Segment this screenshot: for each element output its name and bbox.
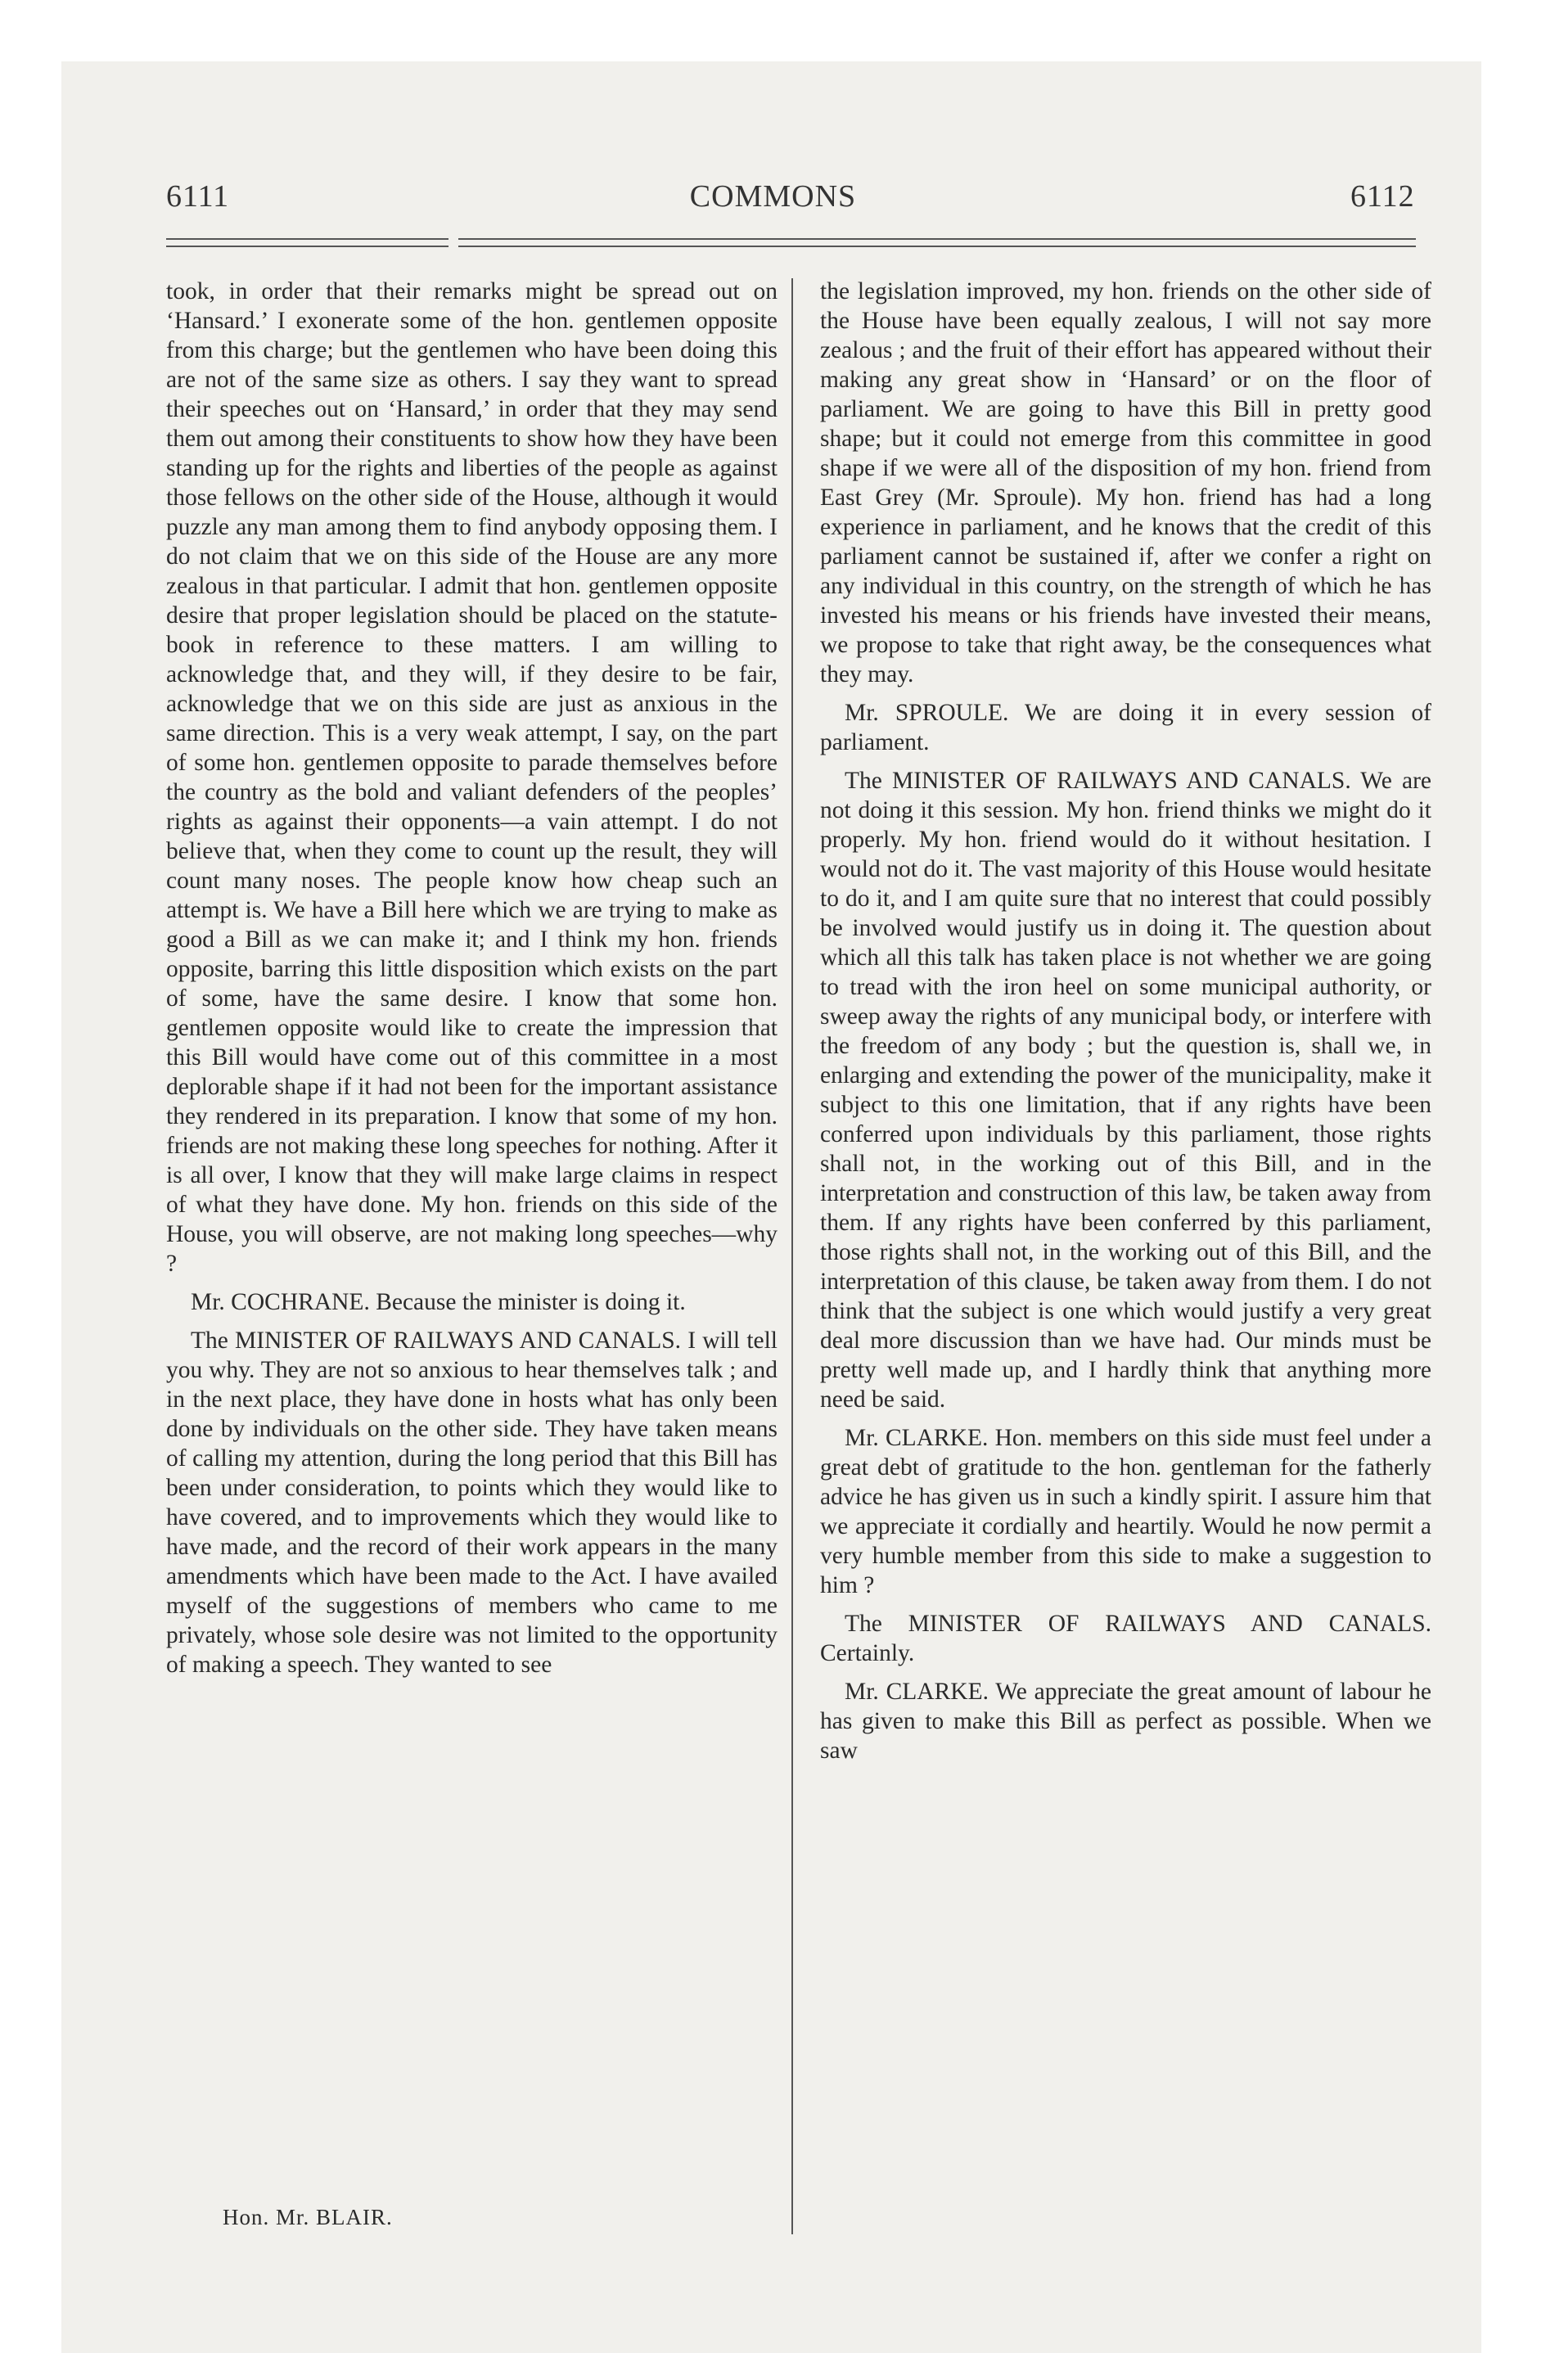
paragraph: Mr. CLARKE. Hon. members on this side must feel under a great debt of gratitude to the hon. gentleman for the fatherly advice he has given us in such a kindly spirit. I assure him that we appreciate it cordially and heartily. Would he now permit a very humble member from this side to make a suggestion to him ? — [820, 1425, 1431, 1598]
header-rule-right-top — [458, 238, 1416, 240]
right-column — [820, 277, 1431, 1774]
paragraph: Mr. CLARKE. We appreciate the great amount of labour he has given to make this Bill as perfect as possible. When we saw — [820, 1679, 1431, 1764]
paragraph: Mr. SPROULE. We are doing it in every session of parliament. — [820, 700, 1431, 755]
paragraph: The MINISTER OF RAILWAYS AND CANALS. Certainly. — [820, 1611, 1431, 1666]
column-divider — [791, 278, 793, 2234]
paragraph: Mr. COCHRANE. Because the minister is doing it. — [191, 1289, 686, 1315]
left-column — [166, 277, 778, 1688]
paragraph: took, in order that their remarks might be spread out on ‘Hansard.’ I exonerate some of the hon. gentlemen opposite from this charge; but the gentlemen who have been doing this are not of the same size as others. I say they want to spread their speeches out on ‘Hansard,’ in order that they may send them out among their constituents to show how they have been standing up for the rights and liberties of the people as against those fellows on the other side of the House, although it would puzzle any man among them to find anybody opposing them. I do not claim that we on this side of the House are any more zealous in that particular. I admit that hon. gentlemen opposite desire that proper legislation should be placed on the statute-book in reference to these matters. I am willing to acknowledge that, and they will, if they desire to be fair, acknowledge that we on this side are just as anxious in the same direction. This is a very weak attempt, I say, on the part of some hon. gentlemen opposite to parade themselves before the country as the bold and valiant defenders of the peoples’ rights as against their opponents—a vain attempt. I do not believe that, when they come to count up the result, they will count many noses. The people know how cheap such an attempt is. We have a Bill here which we are trying to make as good a Bill as we can make it; and I think my hon. friends opposite, barring this little disposition which exists on the part of some, have the same desire. I know that some hon. gentlemen opposite would like to create the impression that this Bill would have come out of this committee in a most deplorable shape if it had not been for the important assistance they rendered in its preparation. I know that some of my hon. friends are not making these long speeches for nothing. After it is all over, I know that they will make large claims in respect of what they have done. My hon. friends on this side of the House, you will observe, are not making long speeches—why ? — [166, 278, 778, 1277]
paragraph: the legislation improved, my hon. friends on the other side of the House have been equally zealous, I will not say more zealous ; and the fruit of their effort has appeared without their making any great show in ‘Hansard’ or on the floor of parliament. We are going to have this Bill in pretty good shape; but it could not emerge from this committee in good shape if we were all of the disposition of my hon. friend from East Grey (Mr. Sproule). My hon. friend has had a long experience in parliament, and he knows that the credit of this parliament cannot be sustained if, after we confer a right on any individual in this country, on the strength of which he has invested his means or his friends have invested their means, we propose to take that right away, be the consequences what they may. — [820, 278, 1431, 687]
header-rule-left-bottom — [166, 246, 448, 247]
paragraph: The MINISTER OF RAILWAYS AND CANALS. I will tell you why. They are not so anxious to hear themselves talk ; and in the next place, they have done in hosts what has only been done by individuals on the other side. They have taken means of calling my attention, during the long period that this Bill has been under consideration, to points which they would like to have covered, and to improvements which they would like to have made, and the record of their work appears in the many amendments which have been made to the Act. I have availed myself of the suggestions of members who came to me privately, whose sole desire was not limited to the opportunity of making a speech. They wanted to see — [166, 1327, 778, 1678]
right-page-number: 6112 — [1350, 179, 1415, 214]
left-page-number: 6111 — [166, 179, 230, 214]
header-rule-right-bottom — [458, 246, 1416, 247]
running-head: COMMONS — [689, 179, 857, 214]
header-rule-left-top — [166, 238, 448, 240]
page-footer-speaker: Hon. Mr. BLAIR. — [223, 2205, 393, 2229]
paragraph: The MINISTER OF RAILWAYS AND CANALS. We are not doing it this session. My hon. friend thinks we might do it properly. My hon. friend would do it without hesitation. I would not do it. The vast majority of this House would hesitate to do it, and I am quite sure that no interest that could possibly be involved would justify us in doing it. The question about which all this talk has taken place is not whether we are going to tread with the iron heel on some municipal authority, or sweep away the rights of any municipal body, or interfere with the freedom of any body ; but the question is, shall we, in enlarging and extending the power of the municipality, make it subject to this one limitation, that if any rights have been conferred upon individuals by this parliament, those rights shall not, in the working out of this Bill, and in the interpretation and construction of this law, be taken away from them. If any rights have been conferred by this parliament, those rights shall not, in the working out of this Bill, and the interpretation of this clause, be taken away from them. I do not think that the subject is one which would justify a very great deal more discussion than we have had. Our minds must be pretty well made up, and I hardly think that anything more need be said. — [820, 768, 1431, 1413]
